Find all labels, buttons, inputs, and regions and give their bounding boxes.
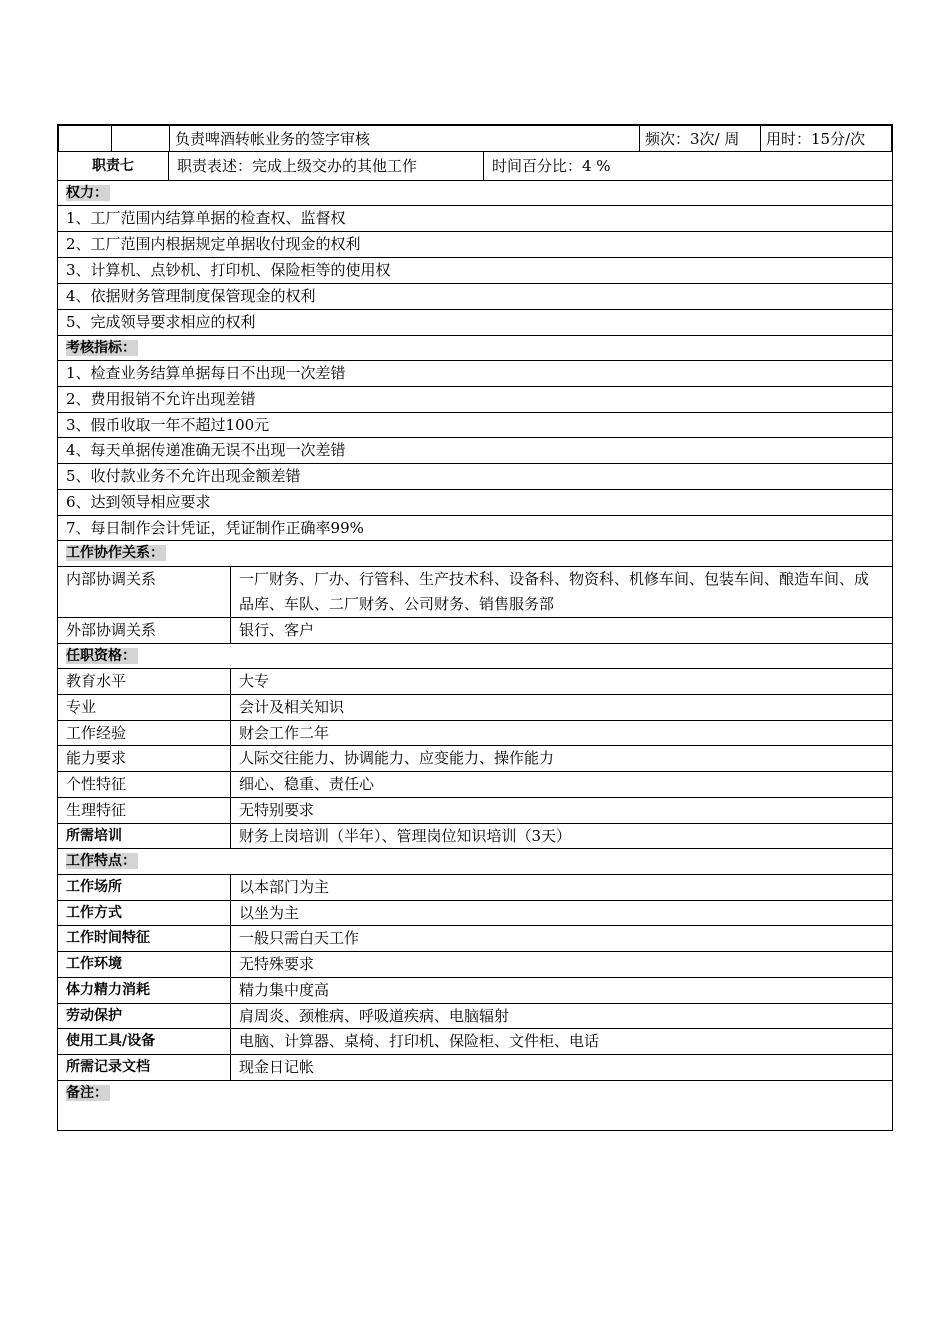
qualification-row: [57, 798, 893, 824]
kpi-header: [57, 336, 893, 361]
authority-item: [57, 232, 893, 258]
empty-cell-1: [59, 126, 111, 151]
remarks-title: 备注：: [66, 1085, 108, 1101]
qualifications-header: [57, 644, 893, 669]
internal-coordination-line: 品库、车队、二厂财务、公司财务、销售服务部: [239, 595, 555, 613]
duty-seven-percent: 时间百分比：4 %: [483, 152, 892, 180]
job-description-table: [57, 124, 893, 1131]
work-feature-row: [57, 901, 893, 926]
kpi-item-text: 7、每日制作会计凭证，凭证制作正确率99%: [66, 519, 364, 537]
qualification-row: [57, 772, 893, 798]
work-feature-label: 工作场所: [66, 879, 122, 895]
kpi-title: 考核指标：: [66, 340, 136, 356]
work-feature-row: [57, 1055, 893, 1081]
work-feature-value: 一般只需白天工作: [230, 926, 892, 951]
duty-seven-description: 职责表述：完成上级交办的其他工作: [168, 152, 483, 180]
qualification-value: 财务上岗培训（半年）、管理岗位知识培训（3天）: [230, 824, 892, 848]
internal-coordination-value: [230, 567, 892, 617]
work-feature-label: 体力精力消耗: [66, 982, 150, 998]
work-features-header: [57, 849, 893, 875]
remarks-block: [57, 1081, 893, 1131]
internal-coordination-row: [57, 567, 893, 618]
kpi-item: [57, 464, 893, 490]
qualification-label: 能力要求: [66, 749, 127, 767]
cooperation-header: [57, 541, 893, 567]
work-feature-value: 无特殊要求: [230, 952, 892, 977]
authority-item-text: 1、工厂范围内结算单据的检查权、监督权: [66, 209, 346, 227]
qualification-row: [57, 746, 893, 772]
kpi-item-text: 6、达到领导相应要求: [66, 493, 211, 511]
work-feature-label: 工作时间特征: [66, 930, 150, 946]
task-description: 负责啤酒转帐业务的签字审核: [169, 126, 639, 151]
kpi-item-text: 2、费用报销不允许出现差错: [66, 390, 256, 408]
kpi-item-text: 5、收付款业务不允许出现金额差错: [66, 467, 301, 485]
qualification-label: 工作经验: [66, 724, 127, 742]
work-feature-value: 电脑、计算器、桌椅、打印机、保险柜、文件柜、电话: [230, 1029, 892, 1054]
kpi-item: [57, 387, 893, 413]
qualification-label: 教育水平: [66, 672, 127, 690]
qualification-row: [57, 669, 893, 695]
authority-item-text: 5、完成领导要求相应的权利: [66, 313, 256, 331]
authority-item: [57, 206, 893, 232]
qualification-label: 生理特征: [66, 801, 127, 819]
work-feature-label: 劳动保护: [66, 1008, 122, 1024]
kpi-item-text: 4、每天单据传递准确无误不出现一次差错: [66, 441, 346, 459]
work-feature-row: [57, 952, 893, 978]
internal-coordination-line: 一厂财务、厂办、行管科、生产技术科、设备科、物资科、机修车间、包装车间、酿造车间、成: [239, 570, 870, 588]
kpi-item: [57, 413, 893, 438]
work-feature-label: 工作环境: [66, 956, 122, 972]
work-feature-value: 精力集中度高: [230, 978, 892, 1003]
qualification-value: 大专: [230, 669, 892, 694]
work-feature-row: [57, 875, 893, 901]
work-feature-value: 现金日记帐: [230, 1055, 892, 1080]
work-feature-label: 使用工具/设备: [66, 1033, 156, 1049]
work-feature-row: [57, 926, 893, 952]
authority-item: [57, 284, 893, 310]
work-feature-value: 肩周炎、颈椎病、呼吸道疾病、电脑辐射: [230, 1004, 892, 1028]
external-coordination-label: 外部协调关系: [66, 621, 157, 639]
authority-title: 权力：: [66, 185, 108, 201]
authority-item: [57, 258, 893, 284]
duty-seven-label: 职责七: [92, 158, 134, 174]
work-feature-value: 以坐为主: [230, 901, 892, 925]
duty-seven-row: [57, 152, 893, 181]
kpi-item: [57, 438, 893, 464]
duty-task-row: [57, 124, 893, 152]
external-coordination-row: [57, 618, 893, 644]
qualification-value: 细心、稳重、责任心: [230, 772, 892, 797]
qualification-row: [57, 824, 893, 849]
work-feature-row: [57, 1004, 893, 1029]
qualification-label: 所需培训: [66, 828, 122, 844]
work-feature-value: 以本部门为主: [230, 875, 892, 900]
empty-cell-2: [111, 126, 169, 151]
qualification-row: [57, 695, 893, 721]
authority-item-text: 2、工厂范围内根据规定单据收付现金的权利: [66, 235, 361, 253]
kpi-item: [57, 361, 893, 387]
qualification-label: 专业: [66, 698, 97, 716]
work-feature-row: [57, 1029, 893, 1055]
work-feature-label: 工作方式: [66, 905, 122, 921]
work-feature-label: 所需记录文档: [66, 1059, 150, 1075]
kpi-item-text: 3、假币收取一年不超过100元: [66, 416, 270, 434]
qualification-value: 人际交往能力、协调能力、应变能力、操作能力: [230, 746, 892, 771]
task-time-used: 用时：15分/次: [760, 126, 891, 151]
qualification-value: 财会工作二年: [230, 721, 892, 745]
qualification-row: [57, 721, 893, 746]
authority-item: [57, 310, 893, 336]
authority-item-text: 4、依据财务管理制度保管现金的权利: [66, 287, 316, 305]
external-coordination-value: 银行、客户: [230, 618, 892, 643]
work-features-title: 工作特点：: [66, 853, 136, 869]
qualification-label: 个性特征: [66, 775, 127, 793]
cooperation-title: 工作协作关系：: [66, 545, 164, 561]
task-frequency: 频次：3次/ 周: [639, 126, 760, 151]
kpi-item: [57, 516, 893, 541]
internal-coordination-label: 内部协调关系: [66, 570, 157, 588]
authority-item-text: 3、计算机、点钞机、打印机、保险柜等的使用权: [66, 261, 391, 279]
qualification-value: 会计及相关知识: [230, 695, 892, 720]
kpi-item: [57, 490, 893, 516]
kpi-item-text: 1、检查业务结算单据每日不出现一次差错: [66, 364, 346, 382]
authority-header: [57, 181, 893, 206]
qualifications-title: 任职资格：: [66, 648, 136, 664]
qualification-value: 无特别要求: [230, 798, 892, 823]
work-feature-row: [57, 978, 893, 1004]
